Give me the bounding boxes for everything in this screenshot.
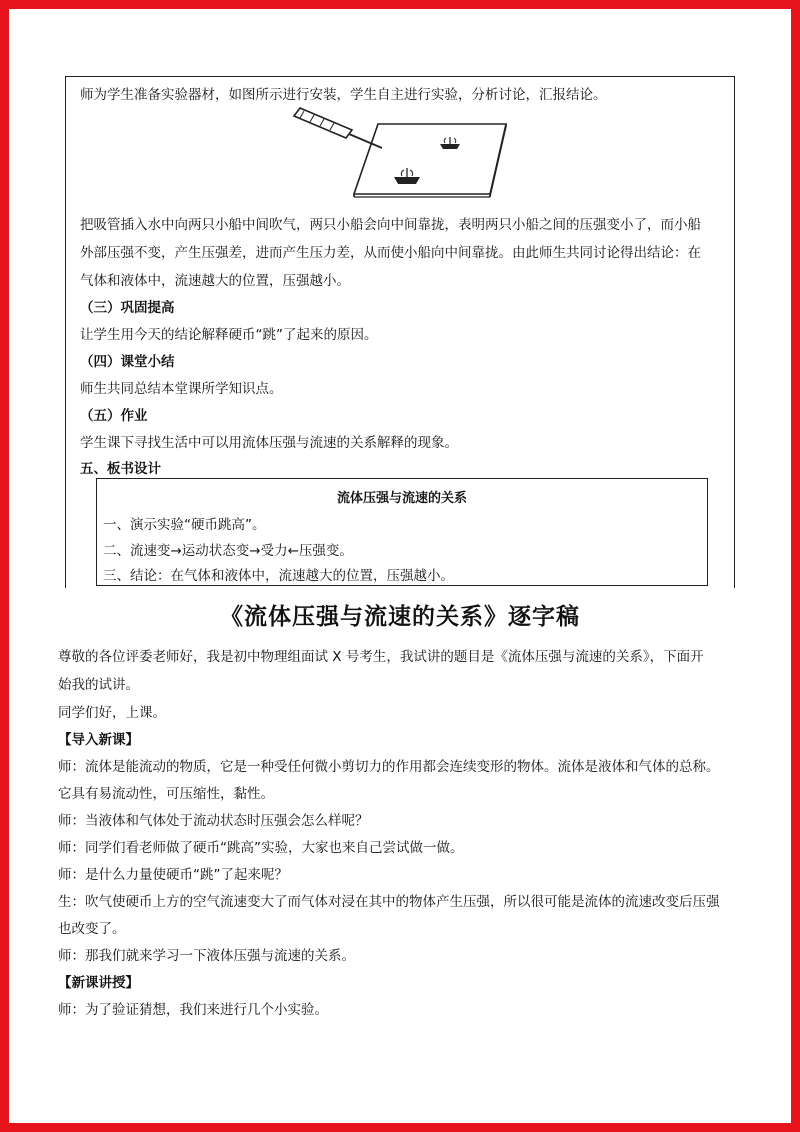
page-title: 《流体压强与流速的关系》逐字稿 — [220, 603, 580, 630]
section-new-lesson: 【新课讲授】 — [58, 975, 139, 991]
teacher-line-2: 师：当液体和气体处于流动状态时压强会怎么样呢？ — [58, 813, 369, 829]
syringe-straw — [294, 108, 382, 148]
boat-near — [394, 168, 420, 184]
teacher-line-5: 师：那我们就来学习一下液体压强与流速的关系。 — [58, 948, 355, 964]
teacher-line-4: 师：是什么力量使硬币“跳”了起来呢？ — [58, 867, 288, 883]
board-design-box — [96, 478, 708, 586]
student-line-1b: 也改变了。 — [58, 921, 126, 937]
intro-text: 师为学生准备实验器材，如图所示进行安装，学生自主进行实验，分析讨论，汇报结论。 — [80, 87, 607, 103]
teacher-line-6: 师：为了验证猜想，我们来进行几个小实验。 — [58, 1002, 328, 1018]
teacher-line-3: 师：同学们看老师做了硬币“跳高”实验，大家也来自己尝试做一做。 — [58, 840, 464, 856]
student-line-1a: 生：吹气使硬币上方的空气流速变大了而气体对浸在其中的物体产生压强，所以很可能是流体的流速改变后压强 — [58, 894, 720, 910]
teacher-line-1a: 师：流体是能流动的物质，它是一种受任何微小剪切力的作用都会连续变形的物体。流体是液体和气体的总称。 — [58, 759, 720, 775]
homework-text: 学生课下寻找生活中可以用流体压强与流速的关系解释的现象。 — [80, 435, 458, 451]
summary-text: 师生共同总结本堂课所学知识点。 — [80, 381, 283, 397]
explanation-line-2: 外部压强不变，产生压强差，进而产生压力差，从而使小船向中间靠拢。由此师生共同讨论得出结论：在 — [80, 245, 701, 261]
board-title: 流体压强与流速的关系 — [336, 491, 467, 506]
heading-homework: （五）作业 — [80, 408, 148, 424]
explanation-line-1: 把吸管插入水中向两只小船中间吹气，两只小船会向中间靠拢，表明两只小船之间的压强变小了，而小船 — [80, 217, 701, 233]
greeting-line-1: 尊敬的各位评委老师好，我是初中物理组面试 X 号考生，我试讲的题目是《流体压强与流速的关系》，下面开 — [58, 649, 704, 665]
greeting-line-2: 始我的试讲。 — [58, 677, 139, 693]
water-tray — [354, 124, 506, 197]
teacher-line-1b: 它具有易流动性，可压缩性，黏性。 — [58, 786, 274, 802]
class-start: 同学们好，上课。 — [58, 705, 166, 721]
heading-board-design: 五、板书设计 — [80, 461, 161, 477]
board-line-3: 三、结论：在气体和液体中，流速越大的位置，压强越小。 — [103, 568, 454, 584]
heading-summary: （四）课堂小结 — [80, 354, 175, 370]
section-introduction: 【导入新课】 — [58, 732, 139, 748]
explanation-line-3: 气体和液体中，流速越大的位置，压强越小。 — [80, 273, 350, 289]
board-line-1: 一、演示实验“硬币跳高”。 — [103, 517, 266, 533]
experiment-diagram — [290, 106, 510, 202]
board-line-2: 二、流速变→运动状态变→受力←压强变。 — [103, 543, 353, 559]
heading-consolidate: （三）巩固提高 — [80, 300, 175, 316]
boat-far — [440, 137, 460, 149]
consolidate-text: 让学生用今天的结论解释硬币“跳”了起来的原因。 — [80, 327, 378, 343]
